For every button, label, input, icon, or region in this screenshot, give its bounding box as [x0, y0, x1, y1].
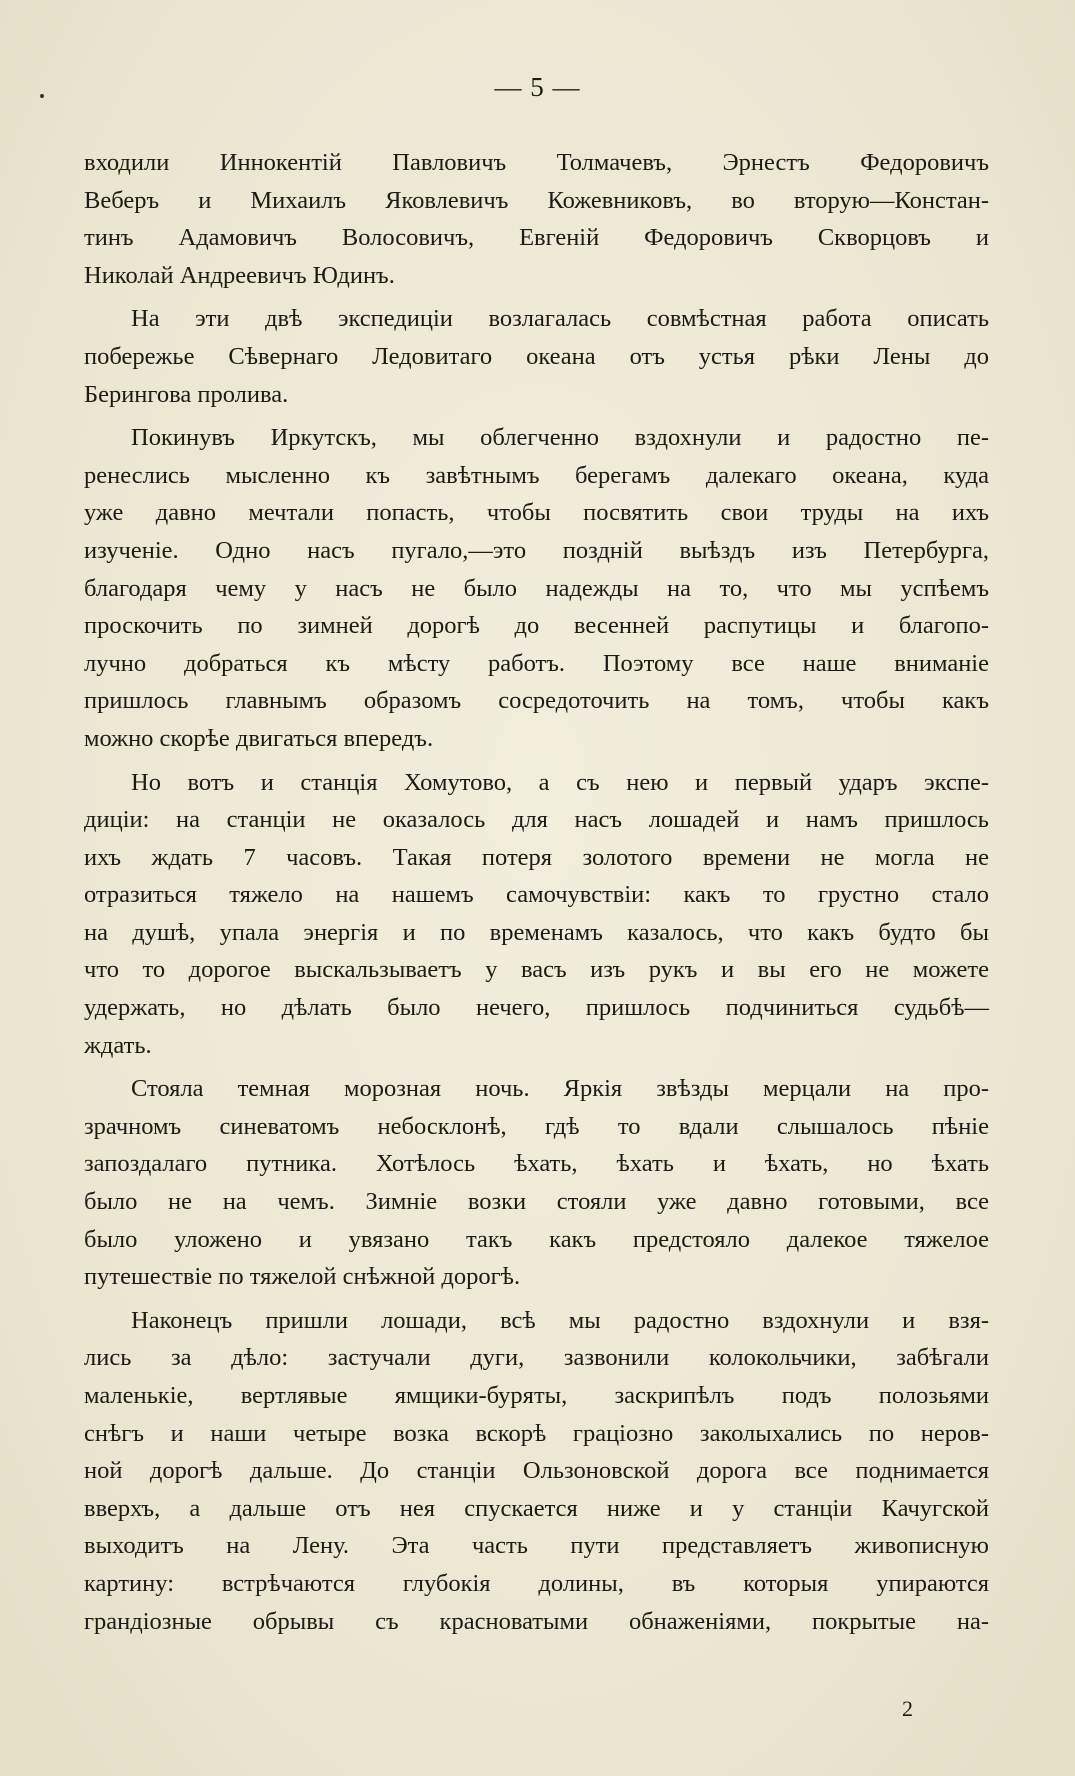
- text-line: грандіозные обрывы съ красноватыми обнаженіями, покрытые на-: [84, 1607, 989, 1635]
- text-line: картину: встрѣчаются глубокія долины, въ которыя упираются: [84, 1569, 989, 1597]
- text-line: Веберъ и Михаилъ Яковлевичъ Кожевниковъ, во вторую—Констан-: [84, 186, 989, 214]
- text-line: На эти двѣ экспедиціи возлагалась совмѣстная работа описать: [131, 305, 989, 333]
- text-line: тинъ Адамовичъ Волосовичъ, Евгеній Федоровичъ Скворцовъ и: [84, 224, 989, 252]
- text-line: зрачномъ синеватомъ небосклонѣ, гдѣ то вдали слышалось пѣніе: [84, 1112, 989, 1140]
- text-line: изученіе. Одно насъ пугало,—это поздній выѣздъ изъ Петербурга,: [84, 536, 989, 564]
- signature-mark: 2: [902, 1696, 913, 1721]
- text-line: ной дорогѣ дальше. До станціи Ользоновской дорога все поднимается: [84, 1457, 989, 1485]
- text-line: пришлось главнымъ образомъ сосредоточить на томъ, чтобы какъ: [84, 687, 989, 715]
- text-line: маленькіе, вертлявые ямщики-буряты, заскрипѣлъ подъ полозьями: [84, 1382, 989, 1409]
- text-line: вверхъ, а дальше отъ нея спускается ниже и у станціи Качугской: [84, 1494, 989, 1522]
- text-line: снѣгъ и наши четыре возка вскорѣ граціозно заколыхались по неров-: [84, 1419, 989, 1447]
- text-line: лучно добраться къ мѣсту работъ. Поэтому все наше вниманіе: [84, 649, 989, 677]
- text-line: выходитъ на Лену. Эта часть пути представляетъ живописную: [84, 1532, 989, 1560]
- paragraph: [84, 144, 989, 294]
- text-line: диціи: на станціи не оказалось для насъ лошадей и намъ пришлось: [84, 806, 989, 834]
- text-line: удержать, но дѣлать было нечего, пришлось подчиниться судьбѣ—: [84, 994, 989, 1022]
- text-line: Стояла темная морозная ночь. Яркія звѣзды мерцали на про-: [131, 1075, 989, 1103]
- paragraph: [84, 419, 989, 757]
- text-line: уже давно мечтали попасть, чтобы посвятить свои труды на ихъ: [84, 499, 989, 527]
- text-line: можно скорѣе двигаться впередъ.: [84, 724, 434, 752]
- text-line: ждать.: [84, 1031, 152, 1059]
- text-line: ихъ ждать 7 часовъ. Такая потеря золотого времени не могла не: [84, 843, 989, 871]
- text-line: Но вотъ и станція Хомутово, а съ нею и первый ударъ экспе-: [131, 768, 989, 796]
- paragraph: [84, 1302, 989, 1640]
- text-line: Николай Андреевичъ Юдинъ.: [84, 261, 395, 289]
- paragraph: [84, 300, 989, 413]
- paragraph: [84, 764, 989, 1065]
- text-line: на душѣ, упала энергія и по временамъ казалось, что какъ будто бы: [84, 918, 989, 946]
- text-line: путешествіе по тяжелой снѣжной дорогѣ.: [84, 1263, 521, 1291]
- body-text: [84, 144, 989, 1640]
- text-line: отразиться тяжело на нашемъ самочувствіи: какъ то грустно стало: [84, 881, 989, 909]
- text-line: Берингова пролива.: [84, 380, 289, 408]
- text-line: Покинувъ Иркутскъ, мы облегченно вздохнули и радостно пе-: [131, 424, 989, 452]
- text-line: что то дорогое выскальзываетъ у васъ изъ рукъ и вы его не можете: [84, 956, 989, 984]
- text-line: запоздалаго путника. Хотѣлось ѣхать, ѣхать и ѣхать, но ѣхать: [84, 1150, 989, 1178]
- text-line: входили Иннокентій Павловичъ Толмачевъ, Эрнестъ Федоровичъ: [84, 149, 989, 176]
- text-line: побережье Сѣвернаго Ледовитаго океана отъ устья рѣки Лены до: [84, 342, 989, 370]
- paragraph: [84, 1070, 989, 1296]
- text-line: лись за дѣло: застучали дуги, зазвонили колокольчики, забѣгали: [84, 1344, 989, 1372]
- text-line: Наконецъ пришли лошади, всѣ мы радостно вздохнули и взя-: [131, 1306, 989, 1334]
- text-line: проскочить по зимней дорогѣ до весенней распутицы и благопо-: [84, 612, 989, 640]
- text-line: благодаря чему у насъ не было надежды на то, что мы успѣемъ: [84, 574, 989, 602]
- text-line: было не на чемъ. Зимніе возки стояли уже давно готовыми, все: [84, 1188, 989, 1216]
- text-line: было уложено и увязано такъ какъ предстояло далекое тяжелое: [84, 1225, 989, 1253]
- page-number: — 5 —: [494, 72, 581, 102]
- text-line: ренеслись мысленно къ завѣтнымъ берегамъ далекаго океана, куда: [84, 461, 989, 489]
